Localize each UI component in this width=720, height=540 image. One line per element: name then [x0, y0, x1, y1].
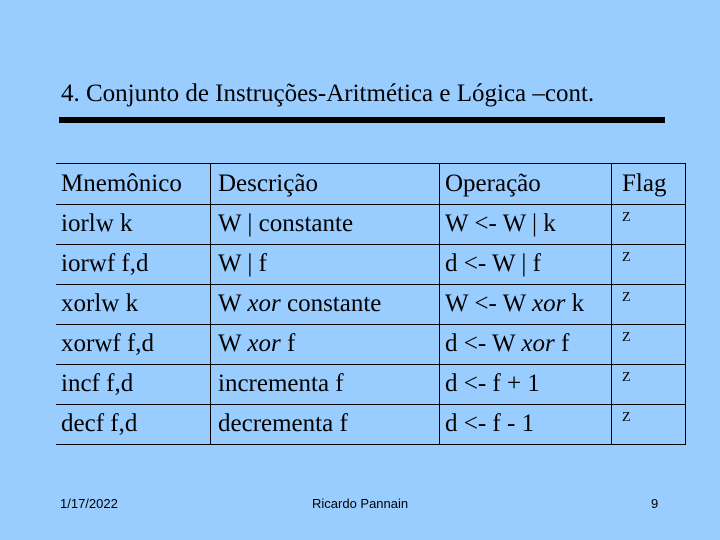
footer-date: 1/17/2022 [60, 496, 118, 511]
mnemonic-cell: incf f,d [61, 370, 134, 397]
footer-page-number: 9 [651, 496, 659, 511]
flag-cell: Z [622, 330, 631, 345]
description-cell: W xor constante [218, 290, 382, 317]
operation-cell: d <- W | f [445, 250, 541, 277]
footer-author: Ricardo Pannain [312, 496, 409, 511]
operation-cell: d <- W xor f [445, 330, 570, 357]
description-cell: W | constante [218, 210, 354, 237]
slide-title: 4. Conjunto de Instruções-Aritmética e Lógica –cont. [61, 80, 595, 107]
title-underline [59, 117, 665, 123]
table-divider [56, 404, 686, 405]
table-divider [56, 204, 686, 205]
table-divider [56, 244, 686, 245]
flag-cell: Z [622, 370, 631, 385]
operation-cell: W <- W xor k [445, 290, 585, 317]
table-divider [210, 163, 211, 445]
header-description: Descrição [218, 170, 318, 197]
description-cell: W xor f [218, 330, 296, 357]
flag-cell: Z [622, 210, 631, 225]
description-cell: W | f [218, 250, 267, 277]
description-cell: incrementa f [218, 370, 344, 397]
mnemonic-cell: xorlw k [61, 290, 139, 317]
table-divider [611, 163, 612, 445]
mnemonic-cell: xorwf f,d [61, 330, 155, 357]
table-divider [56, 364, 686, 365]
header-flag: Flag [622, 170, 667, 197]
table-border [56, 444, 686, 445]
mnemonic-cell: decf f,d [61, 410, 138, 437]
mnemonic-cell: iorwf f,d [61, 250, 149, 277]
flag-cell: Z [622, 410, 631, 425]
flag-cell: Z [622, 250, 631, 265]
operation-cell: d <- f - 1 [445, 410, 535, 437]
header-operation: Operação [445, 170, 541, 197]
mnemonic-cell: iorlw k [61, 210, 133, 237]
instruction-table [56, 163, 686, 445]
header-mnemonic: Mnemônico [61, 170, 182, 197]
operation-cell: d <- f + 1 [445, 370, 540, 397]
flag-cell: Z [622, 290, 631, 305]
table-divider [439, 163, 440, 445]
operation-cell: W <- W | k [445, 210, 556, 237]
table-border [685, 163, 686, 445]
description-cell: decrementa f [218, 410, 348, 437]
